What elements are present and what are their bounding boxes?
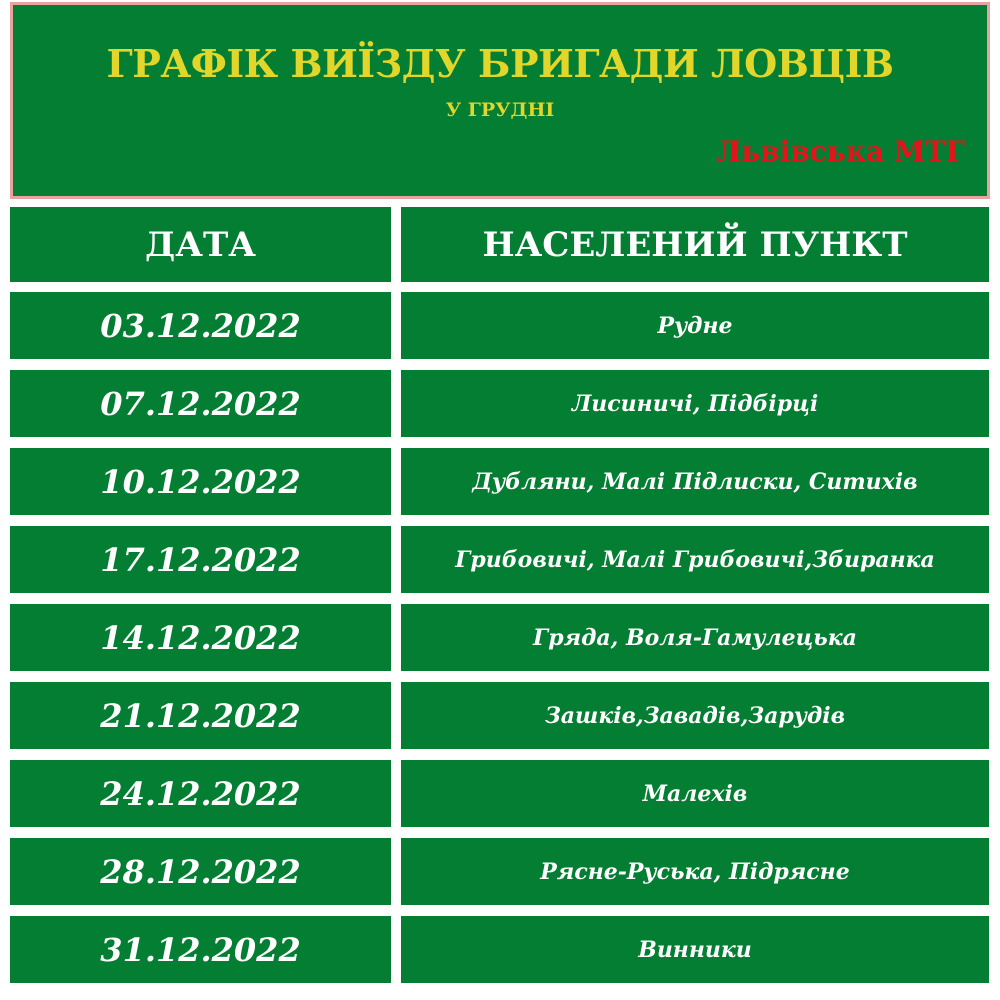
place-cell [401, 292, 989, 359]
place-value: Грибовичі, Малі Грибовичі,Збиранка [455, 546, 935, 573]
place-value: Дубляни, Малі Підлиски, Ситихів [472, 468, 918, 495]
place-value: Лисиничі, Підбірці [571, 390, 819, 417]
place-cell [401, 682, 989, 749]
column-header-place-label: НАСЕЛЕНИЙ ПУНКТ [482, 224, 908, 265]
date-value: 17.12.2022 [100, 540, 301, 579]
header-panel [10, 2, 990, 199]
date-value: 21.12.2022 [100, 696, 301, 735]
place-cell [401, 760, 989, 827]
date-value: 31.12.2022 [100, 930, 301, 969]
date-value: 10.12.2022 [100, 462, 301, 501]
place-value: Малехів [642, 780, 748, 807]
page-title: ГРАФІК ВИЇЗДУ БРИГАДИ ЛОВЦІВ [106, 41, 894, 86]
place-cell [401, 838, 989, 905]
page-subtitle: У ГРУДНІ [445, 99, 555, 121]
place-value: Гряда, Воля-Гамулецька [533, 624, 857, 651]
place-cell [401, 604, 989, 671]
date-cell [10, 526, 391, 593]
date-cell [10, 760, 391, 827]
place-value: Винники [638, 936, 752, 963]
place-cell [401, 526, 989, 593]
place-cell [401, 370, 989, 437]
date-value: 24.12.2022 [100, 774, 301, 813]
place-value: Рясне-Руська, Підрясне [540, 858, 850, 885]
organization-name: Львівська МТГ [716, 135, 965, 168]
column-header-date-label: ДАТА [145, 224, 256, 265]
date-cell [10, 916, 391, 983]
date-value: 14.12.2022 [100, 618, 301, 657]
date-cell [10, 838, 391, 905]
date-cell [10, 292, 391, 359]
date-cell [10, 682, 391, 749]
date-value: 28.12.2022 [100, 852, 301, 891]
place-cell [401, 448, 989, 515]
place-value: Рудне [657, 312, 733, 339]
date-cell [10, 448, 391, 515]
date-cell [10, 604, 391, 671]
place-value: Зашків,Завадів,Зарудів [544, 702, 846, 729]
date-value: 03.12.2022 [100, 306, 301, 345]
date-cell [10, 370, 391, 437]
date-value: 07.12.2022 [100, 384, 301, 423]
place-cell [401, 916, 989, 983]
column-header-date [10, 207, 391, 282]
column-header-place [401, 207, 989, 282]
